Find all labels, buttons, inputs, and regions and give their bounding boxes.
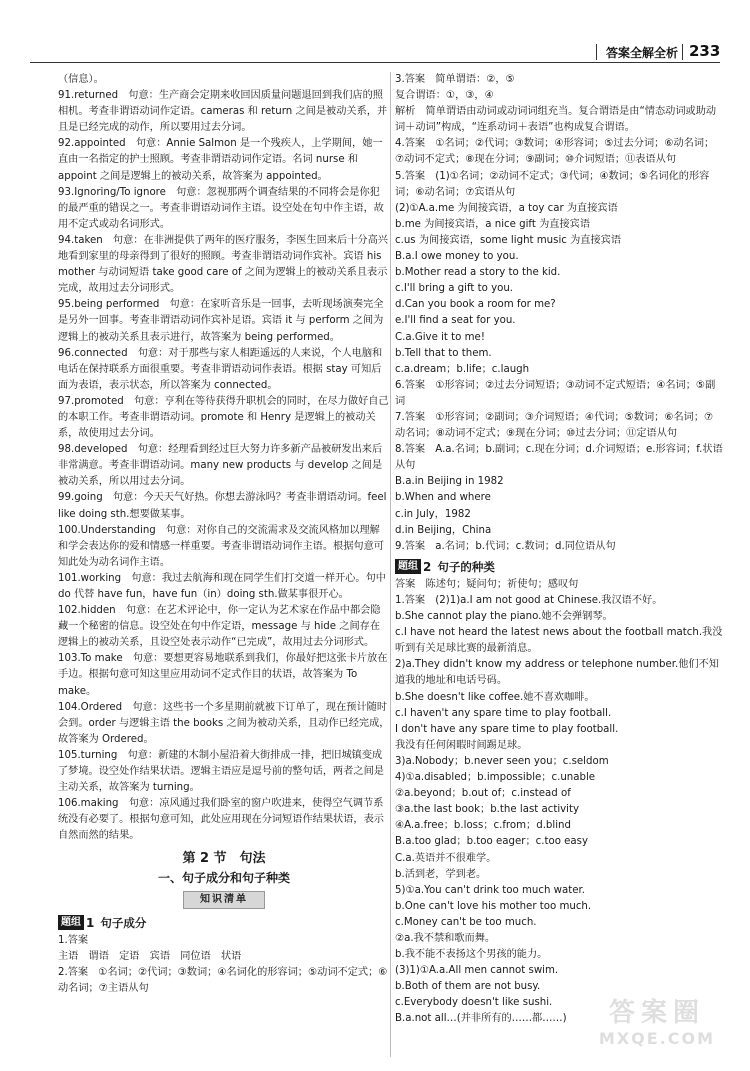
text-line: b.She doesn't like coffee.她不喜欢咖啡。 [395,691,595,703]
text-line: 4.答案 ①名词；②代词；③数词；④形容词；⑤过去分词；⑥动名词；⑦动词不定式；⑧现在分词；⑨副词；⑩介词短语；⑪表语从句 [395,138,715,166]
text-line: b.Both of them are not busy. [395,981,541,993]
watermark-logo [582,997,732,1057]
text-line: I don't have any spare time to play football. [395,723,619,735]
text-line: d.Can you book a room for me? [395,299,556,311]
text-line: 我没有任何闲暇时间踢足球。 [395,739,528,751]
text-line: 100.Understanding 句意：对你自己的交流需求及交流风格加以理解和学会表达你的爱和情感一样重要。考查非谓语动词作主语。根据句意可知此处为动名词作主语。 [58,524,384,568]
header-separator [596,44,597,60]
header-rule [30,62,720,63]
group-number: 2 [423,559,432,574]
text-line: b.One can't love his mother too much. [395,900,592,912]
group-title: 句子的种类 [437,559,495,574]
text-line: c.a.dream；b.life；c.laugh [395,363,530,375]
text-line: 94.taken 句意：在非洲提供了两年的医疗服务，李医生回来后十分高兴地看到家里的母亲得到了很好的照顾。考查非谓语动词作宾补。宾语 his mother 与动词短语 take good care of 之间为逻辑上的被动关系且表示完成，故用过去分词形式。 [58,234,388,295]
group-number: 1 [86,915,95,930]
text-line: (2)①A.a.me 为间接宾语，a toy car 为直接宾语 [395,202,618,214]
text-line: c.us 为间接宾语，some light music 为直接宾语 [395,234,622,246]
text-line: c.in July，1982 [395,508,471,520]
group-tag: 题组 [58,915,84,930]
text-line: b.我不能不表扬这个男孩的能力。 [395,949,548,961]
text-line: 7.答案 ①形容词；②副词；③介词短语；④代词；⑤数词；⑥名词；⑦动名词；⑧动词不定式；⑨现在分词；⑩过去分词；⑪定语从句 [395,411,714,440]
text-line: ③a.the last book；b.the last activity [395,804,580,816]
text-line: c.I'll bring a gift to you. [395,283,514,295]
text-line: C.a.Give it to me! [395,331,485,343]
text-line: 102.hidden 句意：在艺术评论中，你一定认为艺术家在作品中都会隐藏一个秘密的信息。设空处在句中作定语，message 与 hide 之间存在逻辑上的被动关系，且设空处表示动作“已完成”，故用过去分词形式。 [58,605,381,649]
group-heading [395,559,723,575]
text-line: c.Everybody doesn't like sushi. [395,997,553,1009]
text-line: 101.working 句意：我过去航海和现在同学生们打交道一样开心。句中 do 代替 have fun，have fun（in）doing sth.做某事很开心。 [58,572,386,600]
text-line: 解析 简单谓语由动词或动词词组充当。复合谓语是由“情态动词或助动词＋动词”构成，“连系动词＋表语”也构成复合谓语。 [395,106,717,134]
text-line: B.a.not all…(并非所有的……都……) [395,1013,567,1025]
text-line: 2.答案 ①名词；②代词；③数词；④名词化的形容词；⑤动词不定式；⑥动名词；⑦主语从句 [58,966,388,994]
answer-list [395,72,723,555]
watermark-text: 答案圈 [608,998,705,1028]
page-number: 233 [689,42,721,60]
answer-list [395,577,723,1028]
text-line: b.me 为间接宾语，a nice gift 为直接宾语 [395,218,591,230]
text-line: 主语 谓语 定语 宾语 同位语 状语 [58,950,242,962]
text-line: c.Money can't be too much. [395,916,537,928]
text-line: 6.答案 ①形容词；②过去分词短语；③动词不定式短语；④名词；⑤副词 [395,379,716,407]
page-header [0,0,750,70]
header-label: 答案全解全析 [606,46,679,60]
text-line: d.in Beijing，China [395,524,492,536]
text-line: 5.答案 (1)①名词；②动词不定式；③代词；④数词；⑤名词化的形容词；⑥动名词；⑦宾语从句 [395,170,710,198]
text-line: ②a.beyond；b.out of；c.instead of [395,788,571,800]
text-line: B.a.in Beijing in 1982 [395,476,504,488]
text-line: 99.going 句意：今天天气好热。你想去游泳吗？考查非谓语动词。feel like doing sth.想要做某事。 [58,492,387,520]
text-line: 1.答案 [58,934,89,946]
text-line: (3)1)①A.a.All men cannot swim. [395,965,559,977]
text-line: 97.promoted 句意：亨利在等待获得升职机会的同时，在尽力做好自己的本职工作。考查非谓语动词。promote 和 Henry 是逻辑上的被动关系，故使用过去分词。 [58,395,389,440]
text-line: 92.appointed 句意：Annie Salmon 是一个残疾人，上学期间，她一直由一名指定的护士照顾。考查非谓语动词作定语。名词 nurse 和 appoint 之间是逻辑上的被动关系，故答案为 appointed。 [58,138,383,182]
text-line: B.a.I owe money to you. [395,251,519,263]
text-line: c.I have not heard the latest news about the football match.我没听到有关足球比赛的最新消息。 [395,627,723,655]
text-line: b.When and where [395,492,491,504]
answer-list [58,72,390,845]
text-line: 1.答案 (2)1)a.I am not good at Chinese.我汉语不好。 [395,595,663,606]
group-heading [58,915,390,931]
text-line: 答案 陈述句；疑问句；祈使句；感叹句 [395,578,579,590]
text-line: 98.developed 句意：经理看到经过巨大努力许多新产品被研发出来后非常满意。考查非谓语动词。many new products 与 develop 之间是被动关系，所以用过去分词。 [58,444,383,488]
text-line: 4)①a.disabled；b.impossible；c.unable [395,772,596,784]
text-line: 复合谓语：①，③，④ [395,90,494,102]
text-line: 8.答案 A.a.名词；b.副词；c.现在分词；d.介词短语；e.形容词；f.状语从句 [395,444,723,472]
text-line: C.a.英语并不很难学。 [395,852,497,864]
group-title: 句子成分 [100,915,147,930]
knowledge-banner: 知识清单 [183,891,265,909]
header-separator [682,44,683,60]
text-line: 103.To make 句意：要想更容易地联系到我们，你最好把这张卡片放在手边。根据句意可知这里应用动词不定式作目的状语，故答案为 To make。 [58,653,388,697]
column-divider [390,72,391,1057]
answer-list [58,933,390,997]
text-line: b.活到老，学到老。 [395,868,487,880]
right-column [395,72,723,1062]
text-line: ④A.a.free；b.loss；c.from；d.blind [395,820,571,832]
text-line: 91.returned 句意：生产商会定期来收回因质量问题退回到我们店的照相机。考查非谓语动词作定语。cameras 和 return 之间是被动关系，并且是已经完成的动作，所以要用过去分词。 [58,90,388,134]
text-line: 95.being performed 句意：在家听音乐是一回事，去听现场演奏完全是另外一回事。考查非谓语动词作宾补足语。宾语 it 与 perform 之间为逻辑上的被动关系且表示进行，故答案为 being performed。 [58,299,384,343]
text-line: c.I haven't any spare time to play football. [395,707,612,719]
text-line: （信息）。 [58,74,104,85]
text-line: 3.答案 简单谓语：②，⑤ [395,74,515,85]
text-line: 104.Ordered 句意：这些书一个多星期前就被下订单了，现在预计随时会到。order 与逻辑主语 the books 之间为被动关系，且动作已经完成，故答案为 Ordered。 [58,701,390,745]
left-column [58,72,390,1062]
text-line: 9.答案 a.名词；b.代词；c.数词；d.同位语从句 [395,540,616,552]
group-tag: 题组 [395,559,421,574]
text-line: b.Mother read a story to the kid. [395,267,561,279]
text-line: 5)①a.You can't drink too much water. [395,884,585,896]
watermark-url: MXQE.COM [598,1029,716,1048]
section-subtitle: 一、句子成分和句子种类 [157,870,290,885]
section-title: 第 2 节 句法 [182,850,266,866]
text-line: 96.connected 句意：对于那些与家人相距遥远的人来说，个人电脑和电话在保持联系方面很重要。考查非谓语动词作表语。根据 stay 可知后面为表语，表示状态，所以答案为 connected。 [58,347,383,391]
text-line: b.Tell that to them. [395,347,492,359]
text-line: 106.making 句意：凉风通过我们卧室的窗户吹进来，使得空气调节系统没有必要了。根据句意可知，此处应用现在分词短语作结果状语，表示自然而然的结果。 [58,798,384,842]
text-line: e.I'll find a seat for you. [395,315,516,327]
text-line: 3)a.Nobody；b.never seen you；c.seldom [395,755,609,767]
text-line: ②a.我不禁和歌而舞。 [395,932,496,944]
text-line: 105.turning 句意：新建的木制小屋沿着大街排成一排，把旧城镇变成了梦境。设空处作结果状语。逻辑主语应是逗号前的整句话，两者之间是主动关系，故答案为 turning。 [58,749,384,794]
text-line: B.a.too glad；b.too eager；c.too easy [395,836,589,848]
text-line: 93.Ignoring/To ignore 句意：忽视那两个调查结果的不同将会是你犯的最严重的错误之一。考查非谓语动词作主语。设空处在句中作主语，故用不定式或动名词形式。 [58,186,384,230]
text-line: 2)a.They didn't know my address or telephone number.他们不知道我的地址和电话号码。 [395,659,719,687]
text-line: b.She cannot play the piano.她不会弹钢琴。 [395,611,613,623]
